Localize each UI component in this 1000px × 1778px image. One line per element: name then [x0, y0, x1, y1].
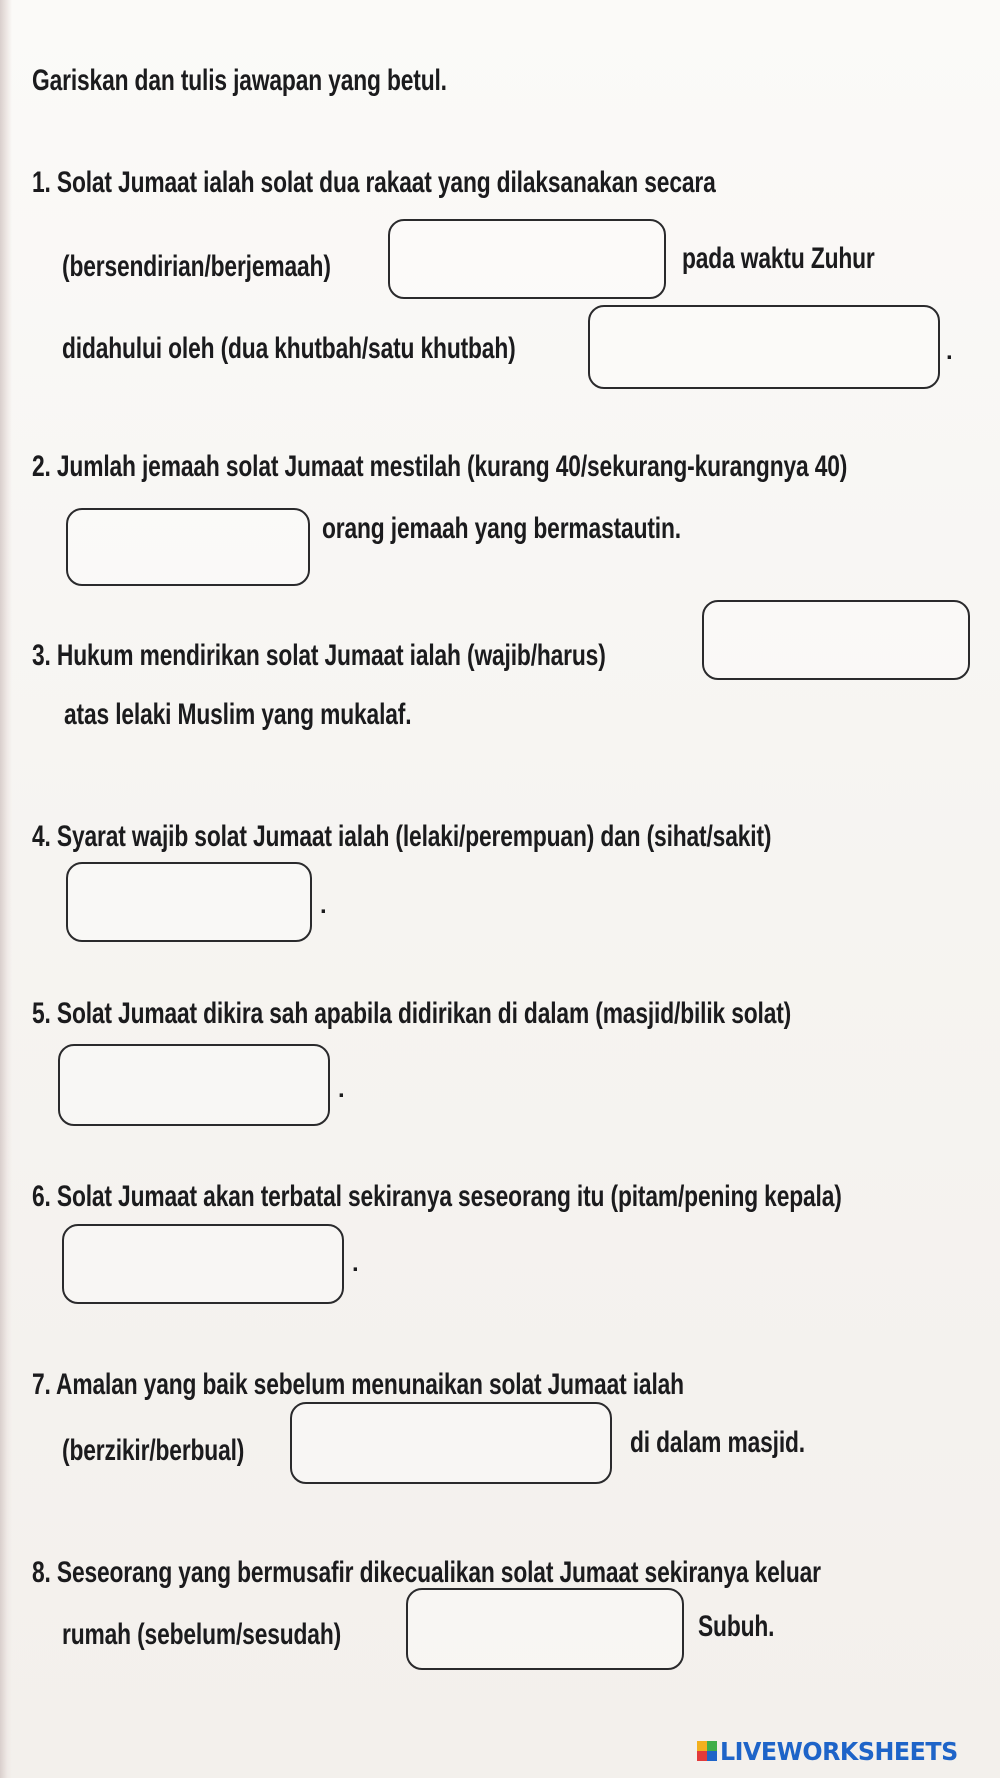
answer-box-4[interactable] [66, 862, 312, 942]
answer-box-1a[interactable] [388, 219, 666, 299]
question-5-period: . [338, 1076, 345, 1103]
answer-box-1b[interactable] [588, 305, 940, 389]
watermark-text: LIVEWORKSHEETS [720, 1736, 958, 1766]
answer-box-8[interactable] [406, 1588, 684, 1670]
question-8-line-2-options: rumah (sebelum/sesudah) [62, 1618, 342, 1651]
answer-box-5[interactable] [58, 1044, 330, 1126]
question-1-line-1: 1. Solat Jumaat ialah solat dua rakaat yang dilaksanakan secara [32, 166, 716, 199]
question-1-line-2-tail: pada waktu Zuhur [682, 242, 875, 275]
question-6-period: . [352, 1250, 359, 1277]
question-1-period: . [946, 338, 953, 365]
question-8-line-1: 8. Seseorang yang bermusafir dikecualikan solat Jumaat sekiranya keluar [32, 1556, 821, 1589]
question-2-line-2: orang jemaah yang bermastautin. [322, 512, 681, 545]
question-2-line-1: 2. Jumlah jemaah solat Jumaat mestilah (kurang 40/sekurang-kurangnya 40) [32, 450, 848, 483]
question-6-line-1: 6. Solat Jumaat akan terbatal sekiranya seseorang itu (pitam/pening kepala) [32, 1180, 842, 1213]
question-3-line-2: atas lelaki Muslim yang mukalaf. [64, 698, 412, 731]
question-1-line-2-options: (bersendirian/berjemaah) [62, 250, 331, 283]
page-edge-shadow [0, 0, 12, 1778]
answer-box-6[interactable] [62, 1224, 344, 1304]
question-4-period: . [320, 892, 327, 919]
question-3-line-1: 3. Hukum mendirikan solat Jumaat ialah (wajib/harus) [32, 639, 606, 672]
question-7-line-2-options: (berzikir/berbual) [62, 1434, 245, 1467]
question-8-line-2-tail: Subuh. [698, 1610, 775, 1643]
instruction-text: Gariskan dan tulis jawapan yang betul. [32, 64, 447, 97]
question-5-line-1: 5. Solat Jumaat dikira sah apabila didirikan di dalam (masjid/bilik solat) [32, 997, 792, 1030]
liveworksheets-logo-icon [697, 1741, 717, 1761]
answer-box-7[interactable] [290, 1402, 612, 1484]
question-7-line-1: 7. Amalan yang baik sebelum menunaikan solat Jumaat ialah [32, 1368, 684, 1401]
question-7-line-2-tail: di dalam masjid. [630, 1426, 805, 1459]
liveworksheets-watermark [697, 1737, 970, 1765]
answer-box-3[interactable] [702, 600, 970, 680]
question-4-line-1: 4. Syarat wajib solat Jumaat ialah (lelaki/perempuan) dan (sihat/sakit) [32, 820, 772, 853]
answer-box-2[interactable] [66, 508, 310, 586]
question-1-line-3: didahului oleh (dua khutbah/satu khutbah) [62, 332, 516, 365]
